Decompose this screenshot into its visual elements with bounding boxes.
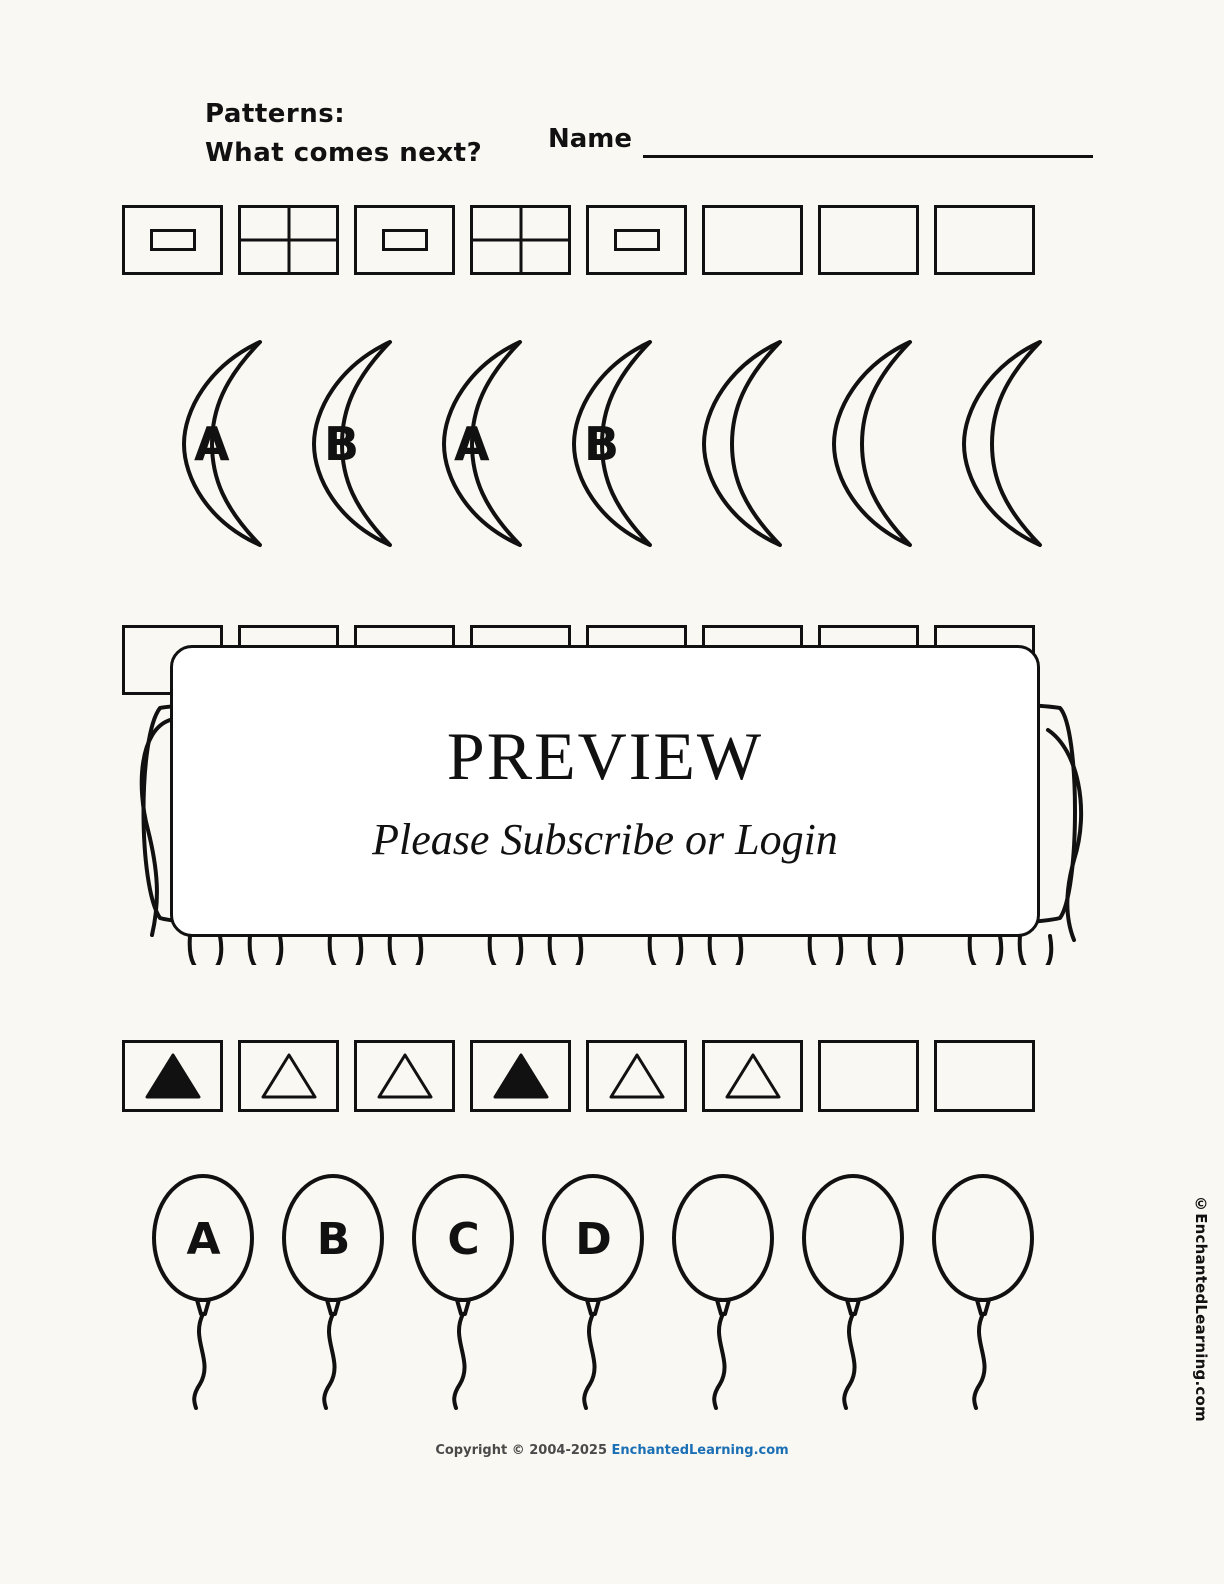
triangle-filled-icon <box>145 1052 201 1100</box>
pattern-cell[interactable] <box>702 1040 803 1112</box>
rectangle-icon <box>382 229 428 251</box>
copyright-text: Copyright © 2004-2025 <box>435 1443 612 1458</box>
triangle-outline-icon <box>261 1052 317 1100</box>
pattern-cell[interactable] <box>354 1040 455 1112</box>
pattern-row-triangles <box>122 1040 1035 1112</box>
pattern-row-balloons <box>150 1170 1037 1410</box>
page-title <box>205 95 482 173</box>
pattern-cell[interactable] <box>122 1040 223 1112</box>
balloon-item-blank[interactable] <box>930 1170 1037 1410</box>
rectangle-icon <box>150 229 196 251</box>
copyright-footer <box>0 1443 1224 1458</box>
page-title-line2: What comes next? <box>205 138 483 168</box>
balloon-label: C <box>447 1214 480 1265</box>
moon-item[interactable] <box>298 336 418 551</box>
name-label: Name <box>548 124 633 154</box>
pattern-cell-blank[interactable] <box>818 205 919 275</box>
pattern-cell[interactable] <box>238 205 339 275</box>
balloon-item[interactable] <box>540 1170 647 1410</box>
moon-item-blank[interactable] <box>688 336 808 551</box>
triangle-filled-icon <box>493 1052 549 1100</box>
balloon-item-blank[interactable] <box>670 1170 777 1410</box>
triangle-outline-icon <box>377 1052 433 1100</box>
balloon-label: B <box>316 1214 351 1265</box>
name-input-line[interactable] <box>643 155 1093 158</box>
moon-label: B <box>584 416 620 471</box>
pattern-cell-blank[interactable] <box>934 205 1035 275</box>
quadrants-icon <box>241 239 336 242</box>
worksheet-header <box>0 95 1224 185</box>
moon-item-blank[interactable] <box>948 336 1068 551</box>
balloon-item[interactable] <box>410 1170 517 1410</box>
pattern-cell[interactable] <box>238 1040 339 1112</box>
page-title-line1: Patterns: <box>205 99 346 129</box>
pattern-cell-blank[interactable] <box>818 1040 919 1112</box>
rectangle-icon <box>614 229 660 251</box>
triangle-outline-icon <box>609 1052 665 1100</box>
pattern-cell-blank[interactable] <box>702 205 803 275</box>
preview-title: PREVIEW <box>446 718 764 794</box>
pattern-cell[interactable] <box>470 205 571 275</box>
balloon-item[interactable] <box>150 1170 257 1410</box>
pattern-cell[interactable] <box>586 205 687 275</box>
preview-subtitle[interactable]: Please Subscribe or Login <box>372 815 838 864</box>
moon-label: A <box>454 416 490 471</box>
pattern-cell[interactable] <box>470 1040 571 1112</box>
balloon-label: A <box>186 1214 221 1265</box>
preview-overlay <box>170 645 1040 937</box>
pattern-row-shapes-boxes <box>122 205 1035 275</box>
pattern-cell[interactable] <box>354 205 455 275</box>
moon-item-blank[interactable] <box>818 336 938 551</box>
pattern-cell[interactable] <box>122 205 223 275</box>
side-brand-label: ©EnchantedLearning.com <box>1192 1195 1210 1422</box>
balloon-item[interactable] <box>280 1170 387 1410</box>
pattern-cell-blank[interactable] <box>934 1040 1035 1112</box>
moon-item[interactable] <box>428 336 548 551</box>
balloon-item-blank[interactable] <box>800 1170 907 1410</box>
pattern-cell[interactable] <box>586 1040 687 1112</box>
balloon-label: D <box>575 1214 612 1265</box>
quadrants-icon <box>473 239 568 242</box>
brand-link[interactable]: EnchantedLearning.com <box>611 1443 789 1458</box>
moon-label: A <box>194 416 230 471</box>
moon-item[interactable] <box>558 336 678 551</box>
moon-label: B <box>324 416 360 471</box>
moon-item[interactable] <box>168 336 288 551</box>
pattern-row-moons <box>168 336 1068 551</box>
triangle-outline-icon <box>725 1052 781 1100</box>
